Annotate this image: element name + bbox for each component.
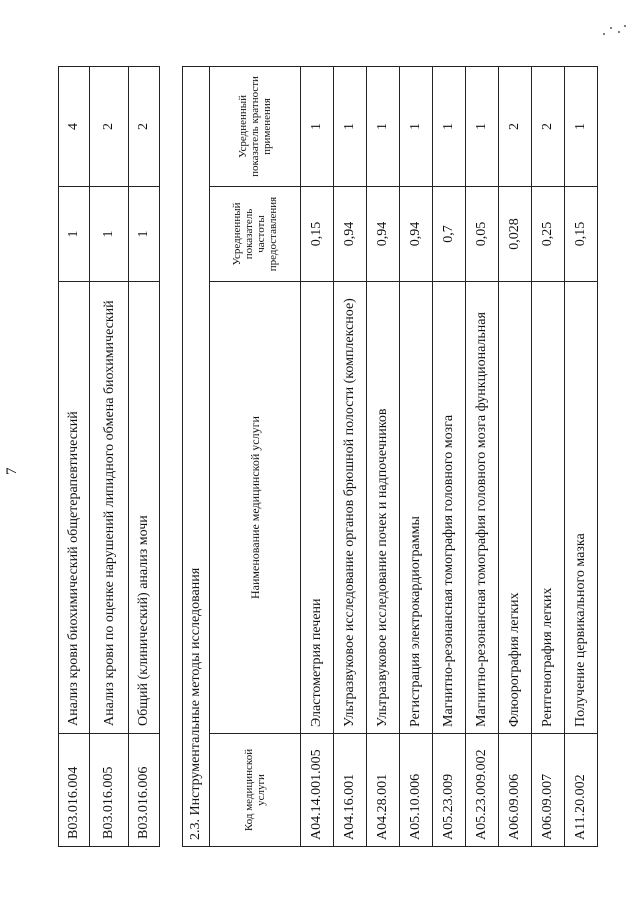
header-code: Код медицинской услуги — [210, 734, 301, 847]
service-name: Флюорография легких — [499, 282, 532, 734]
service-code: B03.016.006 — [129, 734, 160, 847]
service-code: A11.20.002 — [565, 734, 598, 847]
multiplicity-value: 2 — [90, 67, 129, 187]
service-code: B03.016.004 — [59, 734, 90, 847]
header-name: Наименование медицинской услуги — [210, 282, 301, 734]
table-row — [466, 66, 499, 846]
table-row — [129, 67, 160, 847]
multiplicity-value: 1 — [400, 66, 433, 186]
page-number: 7 — [4, 467, 20, 475]
service-name: Анализ крови биохимический общетерапевтический — [59, 282, 90, 734]
table-row — [367, 66, 400, 846]
service-name: Рентгенография легких — [532, 282, 565, 734]
multiplicity-value: 2 — [129, 67, 160, 187]
service-name: Получение цервикального мазка — [565, 282, 598, 734]
service-code: A04.28.001 — [367, 734, 400, 847]
service-code: A05.23.009.002 — [466, 734, 499, 847]
service-name: Ультразвуковое исследование органов брюшной полости (комплексное) — [334, 282, 367, 734]
multiplicity-value: 4 — [59, 67, 90, 187]
service-code: A04.14.001.005 — [301, 734, 334, 847]
frequency-value: 0,94 — [367, 187, 400, 282]
frequency-value: 1 — [129, 187, 160, 282]
service-code: A04.16.001 — [334, 734, 367, 847]
service-code: A05.10.006 — [400, 734, 433, 847]
table-row — [301, 66, 334, 846]
service-name: Магнитно-резонансная томография головного мозга — [433, 282, 466, 734]
lab-tests-table — [58, 66, 160, 847]
service-code: A05.23.009 — [433, 734, 466, 847]
instrumental-methods-table — [182, 66, 598, 847]
table-row — [433, 66, 466, 846]
frequency-value: 0,15 — [301, 187, 334, 282]
multiplicity-value: 1 — [466, 66, 499, 186]
table-row — [499, 66, 532, 846]
frequency-value: 1 — [59, 187, 90, 282]
multiplicity-value: 1 — [565, 66, 598, 186]
service-name: Анализ крови по оценке нарушений липидного обмена биохимический — [90, 282, 129, 734]
service-code: A06.09.006 — [499, 734, 532, 847]
service-code: A06.09.007 — [532, 734, 565, 847]
service-name: Общий (клинический) анализ мочи — [129, 282, 160, 734]
table-row — [400, 66, 433, 846]
header-frequency: Усредненный показатель частоты предоставления — [210, 187, 301, 282]
service-name: Регистрация электрокардиограммы — [400, 282, 433, 734]
frequency-value: 0,7 — [433, 187, 466, 282]
frequency-value: 0,25 — [532, 187, 565, 282]
multiplicity-value: 2 — [499, 66, 532, 186]
table-row — [59, 67, 90, 847]
service-name: Эластометрия печени — [301, 282, 334, 734]
multiplicity-value: 1 — [301, 66, 334, 186]
frequency-value: 0,15 — [565, 187, 598, 282]
service-code: B03.016.005 — [90, 734, 129, 847]
frequency-value: 0,028 — [499, 187, 532, 282]
multiplicity-value: 1 — [334, 66, 367, 186]
frequency-value: 0,94 — [334, 187, 367, 282]
service-name: Магнитно-резонансная томография головного мозга функциональная — [466, 282, 499, 734]
multiplicity-value: 1 — [433, 66, 466, 186]
table-row — [334, 66, 367, 846]
table-header-row — [210, 66, 301, 846]
service-name: Ультразвуковое исследование почек и надпочечников — [367, 282, 400, 734]
table-row — [532, 66, 565, 846]
scan-speckles — [600, 23, 630, 37]
frequency-value: 1 — [90, 187, 129, 282]
header-multiplicity: Усредненный показатель кратности применения — [210, 66, 301, 186]
frequency-value: 0,94 — [400, 187, 433, 282]
multiplicity-value: 1 — [367, 66, 400, 186]
section-title: 2.3. Инструментальные методы исследования — [183, 66, 210, 846]
frequency-value: 0,05 — [466, 187, 499, 282]
multiplicity-value: 2 — [532, 66, 565, 186]
table-row — [565, 66, 598, 846]
table-row — [90, 67, 129, 847]
